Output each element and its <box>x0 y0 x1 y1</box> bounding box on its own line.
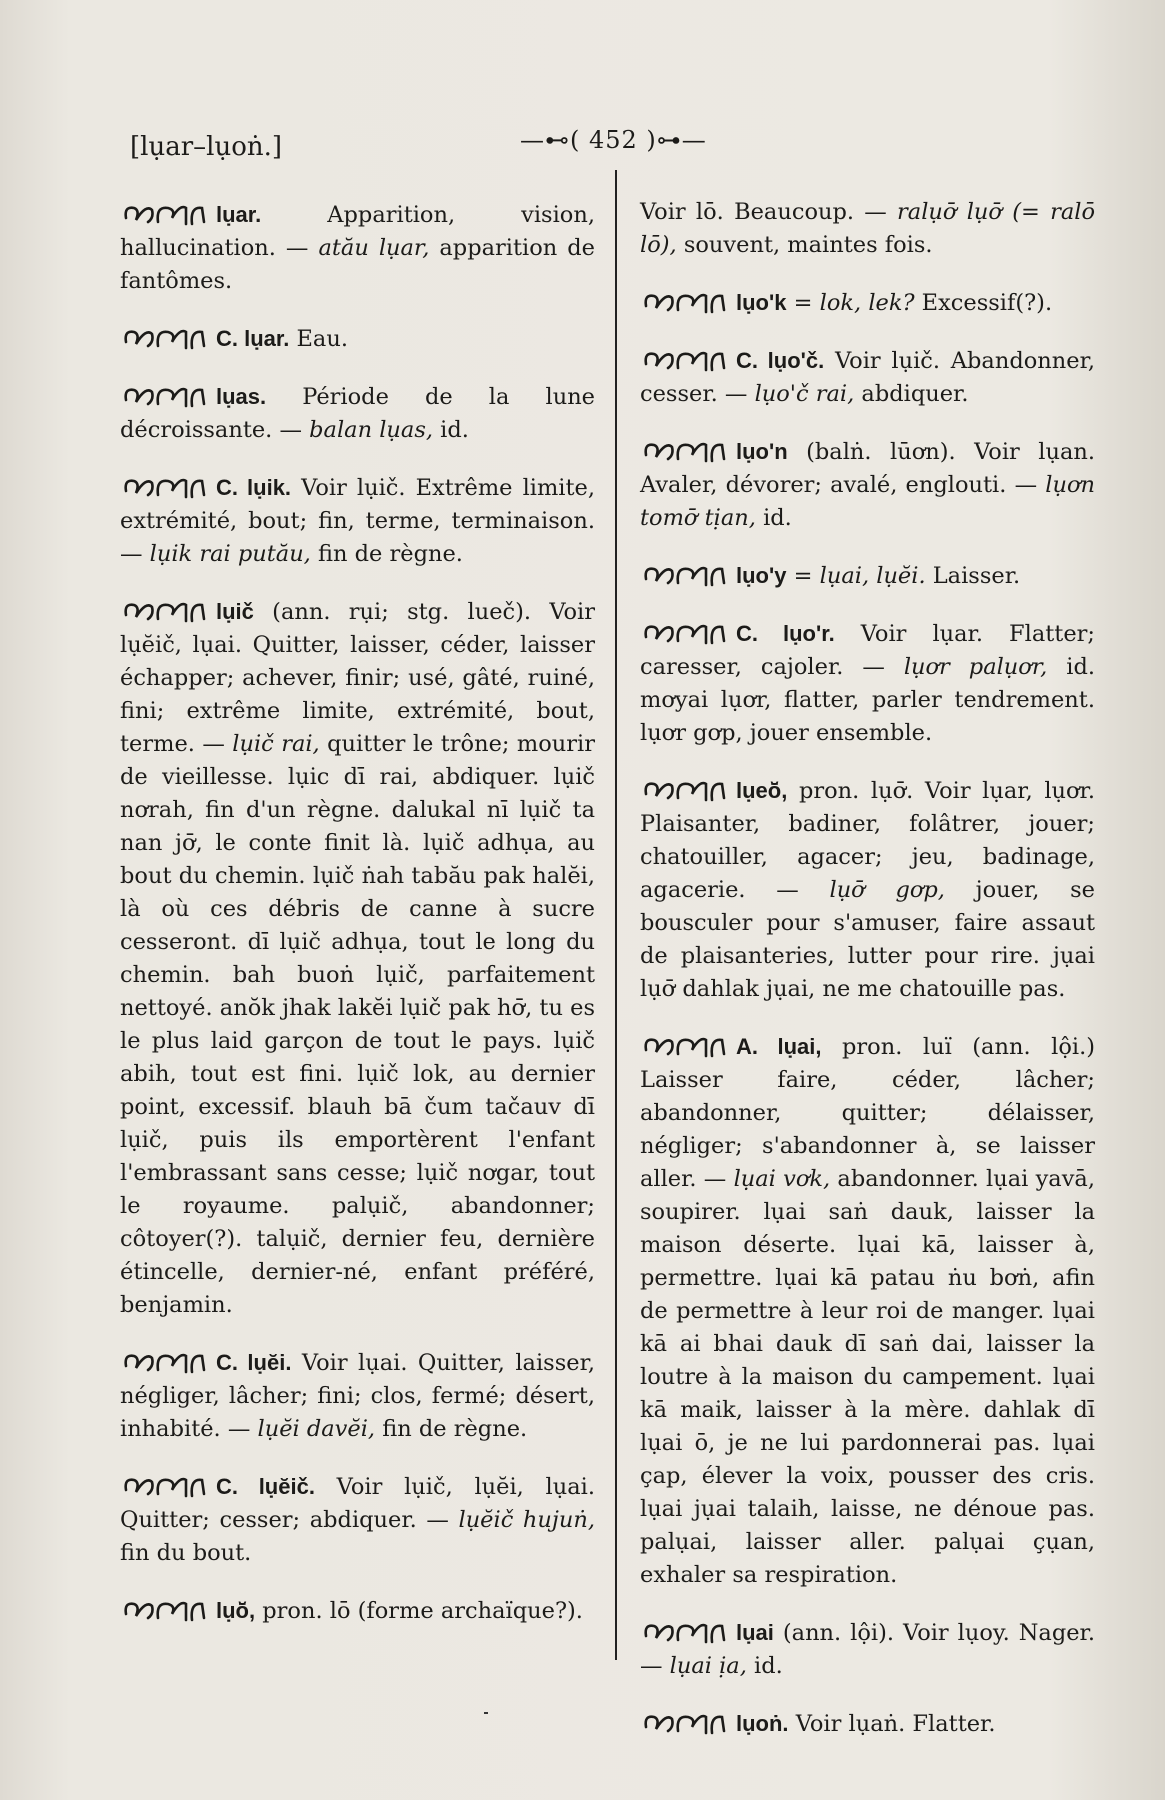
dictionary-entry <box>640 342 1095 411</box>
example-phrase: lụo'č rai, <box>754 381 855 407</box>
example-phrase: atău lụar, <box>318 235 430 261</box>
cham-script-glyph <box>120 378 212 412</box>
dictionary-entry <box>120 469 595 571</box>
example-phrase: lụĕič hujuṅ, <box>458 1507 595 1533</box>
cham-script-glyph <box>640 1028 732 1062</box>
right-column <box>640 196 1095 1763</box>
definition-tail: id. <box>746 1653 783 1679</box>
example-phrase: lụĕi davĕi, <box>257 1416 376 1442</box>
definition-tail: Excessif(?). <box>914 290 1053 316</box>
dictionary-entry <box>120 1592 595 1628</box>
example-phrase: lụik rai putău, <box>149 541 311 567</box>
running-head: [lụar–lụoṅ.] <box>130 132 283 162</box>
headword: C. lụo'r. <box>736 621 835 646</box>
definition-tail: fin de règne. <box>375 1416 528 1442</box>
cham-script-glyph <box>640 433 732 467</box>
definition-tail: souvent, maintes fois. <box>676 232 933 258</box>
definition-tail: abdiquer. <box>854 381 969 407</box>
definition-text: (ann. lội). Voir lụoy. Nager. — <box>640 1620 1095 1679</box>
cham-script-glyph <box>640 284 732 318</box>
dictionary-entry <box>640 557 1095 593</box>
dictionary-entry <box>640 1705 1095 1741</box>
cham-script-glyph <box>120 320 212 354</box>
example-phrase: lụơ̄ gơp, <box>829 877 945 903</box>
dictionary-entry <box>120 378 595 447</box>
definition-text: pron. lụơ̄. Voir lụar, lụơr. Plaisanter, badiner, folâtrer, jouer; chatouiller, agacer; jeu, badinage, agacerie. — <box>640 778 1095 903</box>
dictionary-entry <box>120 1468 595 1570</box>
dictionary-entry <box>640 615 1095 750</box>
dictionary-entry <box>640 433 1095 535</box>
headword: C. lụar. <box>216 326 290 351</box>
headword: lụai <box>736 1620 774 1645</box>
headword: A. lụai, <box>736 1034 822 1059</box>
definition-text: = <box>786 290 820 316</box>
cham-script-glyph <box>120 196 212 230</box>
headword: C. lụĕič. <box>216 1474 315 1499</box>
dictionary-entry <box>640 1028 1095 1592</box>
definition-text: = <box>786 563 820 589</box>
cham-script-glyph <box>640 1705 732 1739</box>
definition-text: Voir lụič, lụĕi, lụai. Quitter; cesser; abdiquer. — <box>120 1474 596 1533</box>
column-divider <box>615 170 617 1660</box>
headword: lụar. <box>216 202 262 227</box>
definition-text: (ann. rụi; stg. lueč). Voir lụĕič, lụai. Quitter, laisser, céder, laisser échapper; achever, finir; usé, gâté, ruiné, fini; extrême limite, extrémité, bout, terme. — <box>120 599 595 757</box>
definition-tail: Laisser. <box>925 563 1021 589</box>
headword: C. lụik. <box>216 475 292 500</box>
definition-tail: abandonner. lụai yavā, soupirer. lụai saṅ dauk, laisser la maison déserte. lụai kā, laisser à, permettre. lụai kā patau ṅu bơṅ, afin de permettre à leur roi de manger. lụai kā ai bhai dauk dī saṅ dai, laisser la loutre à la maison du campement. lụai kā maik, laisser à la mère. dahlak dī lụai ō, je ne lui pardonnerai pas. lụai çap, élever la voix, pousser des cris. lụai jụai talaih, laisse, ne dénoue pas. palụai, laisser aller. palụai çụan, exhaler sa respiration. <box>640 1166 1095 1588</box>
cham-script-glyph <box>640 557 732 591</box>
page-number: —⊷( 452 )⊶— <box>520 126 707 154</box>
headword: lụič <box>216 599 254 624</box>
page-mark <box>484 1712 488 1714</box>
left-column <box>120 196 595 1650</box>
cham-script-glyph <box>120 1468 212 1502</box>
definition-tail: id. mơyai lụơr, flatter, parler tendrement. lụơr gơp, jouer ensemble. <box>640 654 1096 746</box>
definition-text: Voir lụaṅ. Flatter. <box>788 1711 996 1737</box>
cham-script-glyph <box>640 772 732 806</box>
definition-text: Apparition, vision, hallucination. — <box>120 202 595 261</box>
definition-text: (balṅ. lūơn). Voir lụan. Avaler, dévorer; avalé, englouti. — <box>640 439 1095 498</box>
headword: lụoṅ. <box>736 1711 789 1736</box>
cham-script-glyph <box>120 469 212 503</box>
dictionary-entry <box>640 196 1095 262</box>
definition-text: Voir lụič. Abandonner, cesser. — <box>640 348 1096 407</box>
definition-tail: fin du bout. <box>120 1540 252 1566</box>
definition-tail: id. <box>755 505 792 531</box>
dictionary-entry <box>120 593 595 1322</box>
definition-tail: quitter le trône; mourir de vieillesse. lụic dī rai, abdiquer. lụič nơrah, fin d'un règne. dalukal nī lụič ta nan jơ̄, le conte finit là. lụič adhụa, au bout du chemin. lụič ṅah tabău pak halĕi, là où ces débris de canne à sucre cesseront. dī lụič adhụa, tout le long du chemin. bah buoṅ lụič, parfaitement nettoyé. anŏk jhak lakĕi lụič pak hơ̄, tu es le plus laid garçon de tout le pays. lụič abih, tout est fini. lụič lok, au dernier point, excessif. blauh bā čum tačauv dī lụič, puis ils emportèrent l'enfant l'embrassant sans cesse; lụič nơgar, tout le royaume. palụič, abandonner; côtoyer(?). talụič, dernier feu, dernière étincelle, dernier-né, enfant préféré, benjamin. <box>120 731 595 1318</box>
example-phrase: lụơr palụơr, <box>903 654 1048 680</box>
example-phrase: lụai vơk, <box>733 1166 831 1192</box>
headword: lụō̆, <box>216 1598 256 1623</box>
definition-text: Eau. <box>289 326 348 352</box>
cham-script-glyph <box>120 1592 212 1626</box>
definition-tail: id. <box>433 417 469 443</box>
dictionary-entry <box>120 196 595 298</box>
definition-text: Voir lō. Beaucoup. — <box>640 199 898 225</box>
example-phrase: lok, lek? <box>819 290 915 316</box>
dictionary-entry <box>120 320 595 356</box>
cham-script-glyph <box>640 1614 732 1648</box>
headword: C. lụĕi. <box>216 1350 292 1375</box>
example-phrase: lụič rai, <box>232 731 320 757</box>
headword: lụo'y <box>736 563 787 588</box>
dictionary-entry <box>640 284 1095 320</box>
definition-text: Période de la lune décroissante. — <box>120 384 595 443</box>
definition-tail: apparition de fantômes. <box>120 235 595 294</box>
definition-text: pron. lō (forme archaïque?). <box>255 1598 583 1624</box>
definition-text: Voir lụar. Flatter; caresser, cajoler. — <box>640 621 1095 680</box>
cham-script-glyph <box>120 1344 212 1378</box>
example-phrase: lụai, lụĕi. <box>819 563 926 589</box>
headword: lụas. <box>216 384 267 409</box>
example-phrase: balan lụas, <box>309 417 434 443</box>
headword: lụo'k <box>736 290 787 315</box>
example-phrase: lụai ịa, <box>669 1653 747 1679</box>
definition-text: Voir lụai. Quitter, laisser, négliger, lâcher; fini; clos, fermé; désert, inhabité. — <box>120 1350 596 1442</box>
definition-text: Voir lụič. Extrême limite, extrémité, bout; fin, terme, terminaison. — <box>120 475 595 567</box>
example-phrase: lụơn tomơ̄ tịan, <box>640 472 1095 531</box>
headword: lụo'n <box>736 439 788 464</box>
dictionary-entry <box>120 1344 595 1446</box>
example-phrase: ralụơ̄ lụơ̄ (= ralō lō), <box>640 199 1095 258</box>
definition-tail: fin de règne. <box>310 541 463 567</box>
cham-script-glyph <box>640 342 732 376</box>
dictionary-entry <box>640 772 1095 1006</box>
definition-text: pron. luï (ann. lội.) Laisser faire, céder, lâcher; abandonner, quitter; délaisser, négliger; s'abandonner à, se laisser aller. — <box>640 1034 1095 1192</box>
headword: C. lụo'č. <box>736 348 825 373</box>
headword: lụeō̆, <box>736 778 788 803</box>
dictionary-entry <box>640 1614 1095 1683</box>
cham-script-glyph <box>640 615 732 649</box>
cham-script-glyph <box>120 593 212 627</box>
definition-tail: jouer, se bousculer pour s'amuser, faire assaut de plaisanteries, lutter pour rire. jụai lụơ̄ dahlak jụai, ne me chatouille pas. <box>640 877 1096 1002</box>
